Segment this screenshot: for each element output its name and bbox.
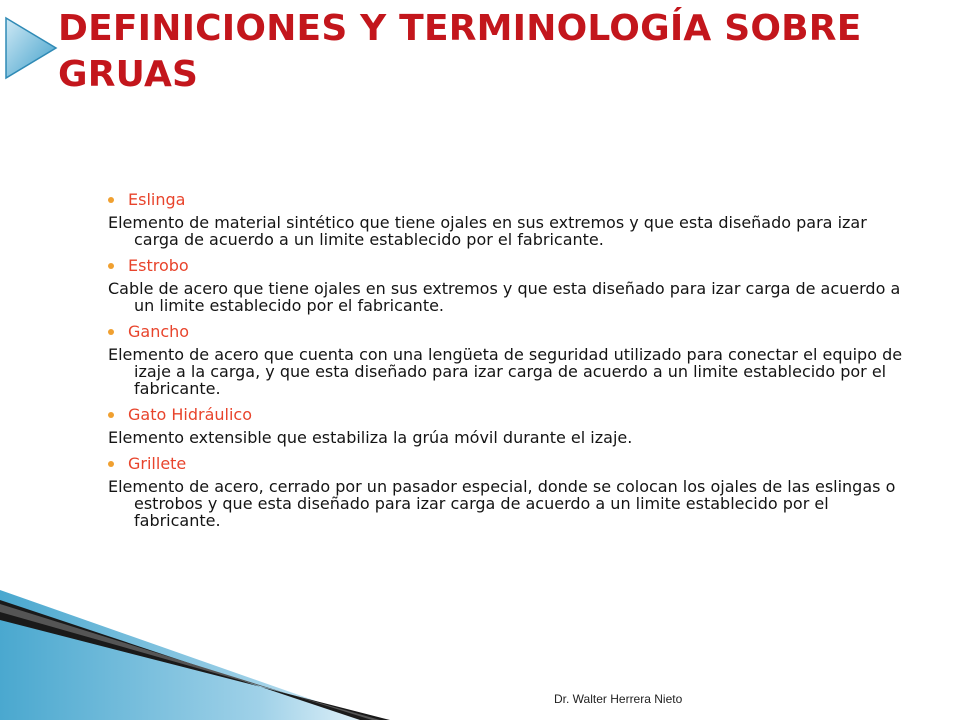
definition-item-gato-hidraulico xyxy=(108,405,908,446)
term-heading xyxy=(108,256,908,276)
term-definition: Elemento de acero, cerrado por un pasador especial, donde se colocan los ojales de las eslingas o estrobos y que esta diseñado para izar carga de acuerdo a un limite establecido por el fabricante. xyxy=(108,477,896,530)
term-label: Estrobo xyxy=(128,256,189,275)
term-heading xyxy=(108,190,908,210)
term-heading xyxy=(108,405,908,425)
term-definition: Elemento de material sintético que tiene ojales en sus extremos y que esta diseñado para izar carga de acuerdo a un limite establecido por el fabricante. xyxy=(108,213,867,249)
term-heading xyxy=(108,454,908,474)
slide-title: DEFINICIONES Y TERMINOLOGÍA SOBRE GRUAS xyxy=(58,8,862,95)
footer-author: Dr. Walter Herrera Nieto xyxy=(554,692,683,706)
circle-bullet-icon xyxy=(108,329,114,335)
definition-item-eslinga xyxy=(108,190,908,248)
term-definition: Cable de acero que tiene ojales en sus extremos y que esta diseñado para izar carga de acuerdo a un limite establecido por el fabricante. xyxy=(108,279,901,315)
term-label: Gancho xyxy=(128,322,190,341)
circle-bullet-icon xyxy=(108,412,114,418)
circle-bullet-icon xyxy=(108,197,114,203)
definition-item-gancho xyxy=(108,322,908,397)
term-definition: Elemento de acero que cuenta con una lengüeta de seguridad utilizado para conectar el equipo de izaje a la carga, y que esta diseñado para izar carga de acuerdo a un limite establecido por el fabricante. xyxy=(108,345,903,398)
circle-bullet-icon xyxy=(108,461,114,467)
circle-bullet-icon xyxy=(108,263,114,269)
term-label: Eslinga xyxy=(128,190,186,209)
definitions-list xyxy=(108,190,908,537)
definition-item-grillete xyxy=(108,454,908,529)
term-label: Grillete xyxy=(128,454,187,473)
corner-swoosh-decoration xyxy=(0,590,420,720)
play-arrow-icon xyxy=(0,0,62,120)
definition-item-estrobo xyxy=(108,256,908,314)
term-label: Gato Hidráulico xyxy=(128,405,252,424)
term-heading xyxy=(108,322,908,342)
term-definition: Elemento extensible que estabiliza la grúa móvil durante el izaje. xyxy=(108,428,633,447)
